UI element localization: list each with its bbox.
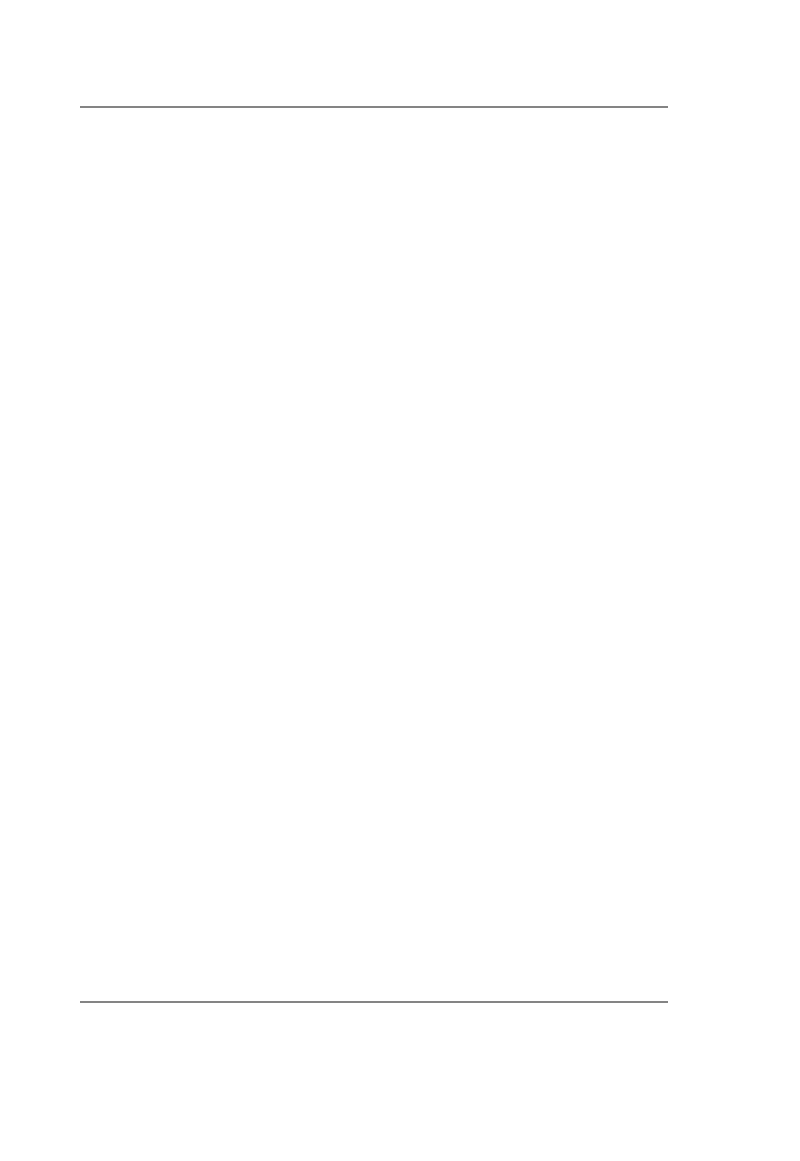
bottom-ornamental-border [78, 998, 672, 1020]
page-title [0, 150, 800, 240]
top-ornamental-border [78, 88, 672, 110]
